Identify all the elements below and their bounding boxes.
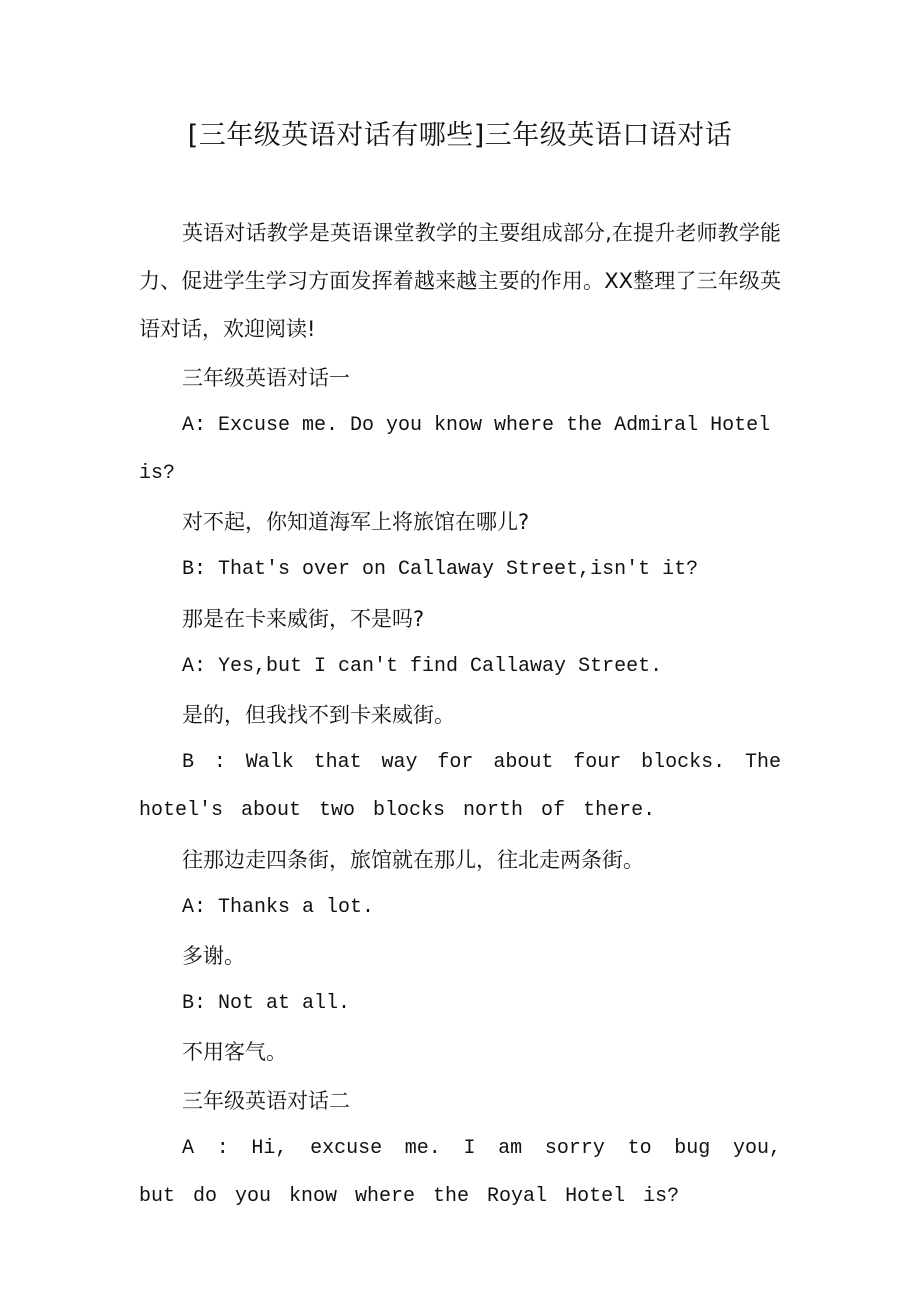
dialogue-1-line-5-en: A: Thanks a lot.	[182, 895, 375, 919]
dialogue-2-heading: 三年级英语对话二	[182, 1088, 350, 1113]
dialogue-2-line-1-en: A : Hi, excuse me. I am sorry to bug you, but do you know where the Royal Hotel is?	[139, 1136, 800, 1209]
dialogue-1-line-2-en: B: That's over on Callaway Street,isn't it?	[182, 558, 699, 582]
dialogue-1-line-6-en: B: Not at all.	[182, 992, 351, 1016]
dialogue-1-line-6-zh: 不用客气。	[182, 1040, 287, 1065]
dialogue-1-line-3-en: A: Yes,but I can't find Callaway Street.	[182, 654, 663, 678]
dialogue-1-line-3-zh: 是的，但我找不到卡来威街。	[182, 703, 455, 728]
document-title: [三年级英语对话有哪些]三年级英语口语对话	[187, 120, 733, 151]
dialogue-1-line-2-zh: 那是在卡来威街，不是吗?	[182, 606, 425, 631]
document-body	[139, 209, 800, 1221]
dialogue-1-line-1-en: A: Excuse me. Do you know where the Admiral Hotel is?	[139, 413, 783, 486]
dialogue-1-line-4-zh: 往那边走四条街，旅馆就在那儿，往北走两条街。	[182, 847, 644, 872]
dialogue-1-line-5-zh: 多谢。	[182, 944, 245, 969]
dialogue-1-line-1-zh: 对不起，你知道海军上将旅馆在哪儿?	[182, 510, 530, 535]
dialogue-1-heading: 三年级英语对话一	[182, 365, 350, 390]
intro-paragraph: 英语对话教学是英语课堂教学的主要组成部分,在提升老师教学能力、促进学生学习方面发挥着越来越主要的作用。XX整理了三年级英语对话，欢迎阅读!	[139, 221, 781, 342]
dialogue-1-line-4-en: B : Walk that way for about four blocks. The hotel's about two blocks north of there.	[139, 751, 800, 823]
